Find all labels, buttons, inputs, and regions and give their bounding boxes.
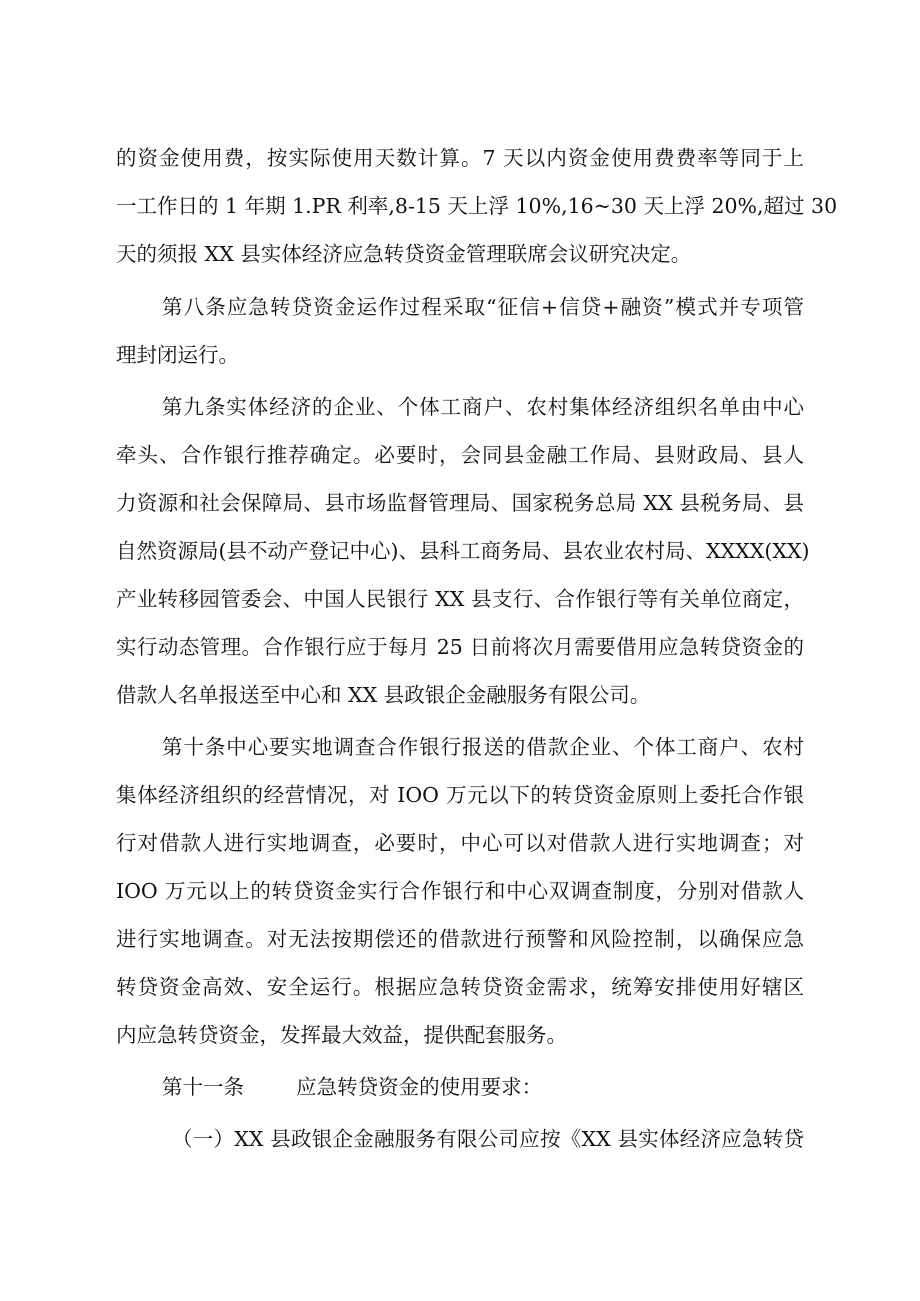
text-line: 行对借款人进行实地调查，必要时，中心可以对借款人进行实地调查；对 [116, 831, 804, 855]
text-line: 一工作日的 1 年期 1.PR 利率,8-15 天上浮 10%,16~30 天上浮 20%,超过 30 [116, 194, 838, 218]
text-line: 转贷资金高效、安全运行。根据应急转贷资金需求，统筹安排使用好辖区 [116, 975, 804, 999]
paragraph-first-line: 第八条应急转贷资金运作过程采取“征信+信贷+融资”模式并专项管 [162, 295, 804, 319]
text-line: 集体经济组织的经营情况，对 IOO 万元以下的转贷资金原则上委托合作银 [116, 783, 804, 807]
text-line: 天的须报 XX 县实体经济应急转贷资金管理联席会议研究决定。 [116, 242, 692, 266]
text-line: 理封闭运行。 [116, 343, 239, 367]
text-line: 内应急转贷资金，发挥最大效益，提供配套服务。 [116, 1023, 567, 1047]
text-line: 实行动态管理。合作银行应于每月 25 日前将次月需要借用应急转贷资金的 [116, 635, 804, 659]
text-line: 产业转移园管委会、中国人民银行 XX 县支行、合作银行等有关单位商定， [116, 587, 804, 611]
text-line: 自然资源局(县不动产登记中心)、县科工商务局、县农业农村局、XXXX(XX) [116, 539, 810, 563]
text-line: 的资金使用费，按实际使用天数计算。7 天以内资金使用费费率等同于上 [116, 146, 804, 170]
paragraph-first-line: 第九条实体经济的企业、个体工商户、农村集体经济组织名单由中心 [162, 395, 804, 419]
text-line: IOO 万元以上的转贷资金实行合作银行和中心双调查制度，分别对借款人 [116, 879, 804, 903]
text-line: 牵头、合作银行推荐确定。必要时，会同县金融工作局、县财政局、县人 [116, 443, 804, 467]
article-heading: 第十一条 应急转贷资金的使用要求： [162, 1075, 543, 1099]
paragraph-first-line: 第十条中心要实地调查合作银行报送的借款企业、个体工商户、农村 [162, 735, 804, 759]
list-item-first-line: （一）XX 县政银企金融服务有限公司应按《XX 县实体经济应急转贷 [172, 1127, 804, 1151]
text-line: 进行实地调查。对无法按期偿还的借款进行预警和风险控制，以确保应急 [116, 927, 804, 951]
text-line: 力资源和社会保障局、县市场监督管理局、国家税务总局 XX 县税务局、县 [116, 491, 804, 515]
text-line: 借款人名单报送至中心和 XX 县政银企金融服务有限公司。 [116, 683, 651, 707]
